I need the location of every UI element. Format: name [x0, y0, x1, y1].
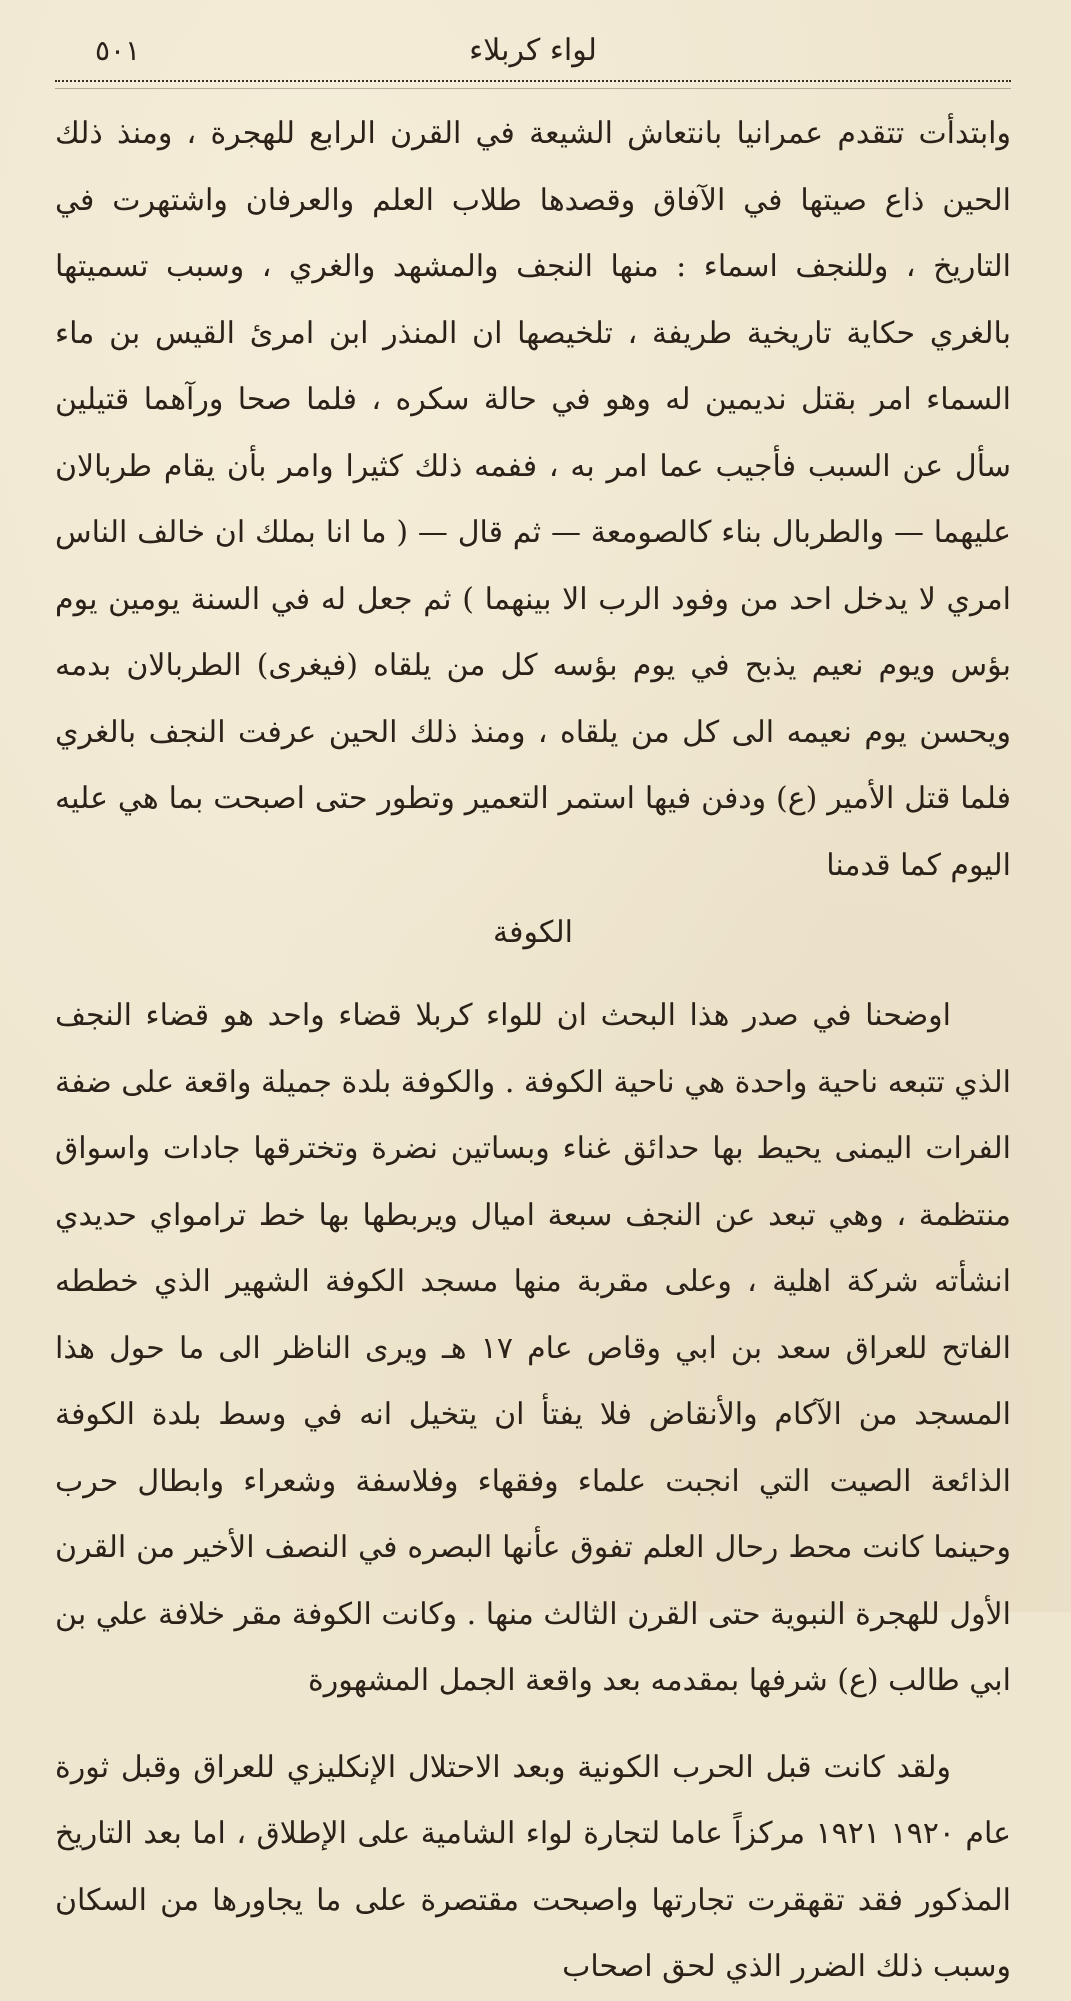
paragraph-kufa-description: اوضحنا في صدر هذا البحث ان للواء كربلا قضاء واحد هو قضاء النجف الذي تتبعه ناحية واحدة هي ناحية الكوفة . والكوفة بلدة جميلة واقعة على ضفة الفرات اليمنى يحيط بها حدائق غناء وبساتين نضرة وتخترقها جادات واسواق منتظمة ، وهي تبعد عن النجف سبعة اميال ويربطها بها خط ترامواي حديدي انشأته شركة اهلية ، وعلى مقربة منها مسجد الكوفة الشهير الذي خططه الفاتح للعراق سعد بن ابي وقاص عام ١٧ هـ ويرى الناظر الى ما حول هذا المسجد من الآكام والأنقاض فلا يفتأ ان يتخيل انه في وسط بلدة الكوفة الذائعة الصيت التي انجبت علماء وفقهاء وفلاسفة وشعراء وابطال حرب وحينما كانت محط رحال العلم تفوق عأنها البصره في النصف الأخير من القرن الأول للهجرة النبوية حتى القرن الثالث منها . وكانت الكوفة مقر خلافة علي بن ابي طالب (ع) شرفها بمقدمه بعد واقعة الجمل المشهورة	[55, 998, 1011, 1698]
page-body	[55, 101, 1011, 2001]
section-heading-kufa: الكوفة	[493, 915, 573, 950]
page-number: ٥٠١	[95, 34, 141, 67]
header-divider	[55, 80, 1011, 89]
running-title: لواء كربلاء	[469, 33, 597, 68]
paragraph-spacer	[55, 1715, 1011, 1735]
page-header	[55, 28, 1011, 72]
paragraph-najaf: وابتدأت تتقدم عمرانيا بانتعاش الشيعة في القرن الرابع للهجرة ، ومنذ ذلك الحين ذاع صيتها في الآفاق وقصدها طلاب العلم والعرفان واشتهرت في التاريخ ، وللنجف اسماء : منها النجف والمشهد والغري ، وسبب تسميتها بالغري حكاية تاريخية طريفة ، تلخيصها ان المنذر ابن امرئ القيس بن ماء السماء امر بقتل نديمين له وهو في حالة سكره ، فلما صحا ورآهما قتيلين سأل عن السبب فأجيب عما امر به ، ففمه ذلك كثيرا وامر بأن يقام طربالان عليهما — والطربال بناء كالصومعة — ثم قال — ( ما انا بملك ان خالف الناس امري لا يدخل احد من وفود الرب الا بينهما ) ثم جعل له في السنة يومين يوم بؤس ويوم نعيم يذبح في يوم بؤسه كل من يلقاه (فيغرى) الطربالان بدمه ويحسن يوم نعيمه الى كل من يلقاه ، ومنذ ذلك الحين عرفت النجف بالغري فلما قتل الأمير (ع) ودفن فيها استمر التعمير وتطور حتى اصبحت بما هي عليه اليوم كما قدمنا	[55, 116, 1011, 883]
paragraph-kufa-trade: ولقد كانت قبل الحرب الكونية وبعد الاحتلال الإنكليزي للعراق وقبل ثورة عام ١٩٢٠ ١٩٢١ مركزاً عاما لتجارة لواء الشامية على الإطلاق ، اما بعد التاريخ المذكور فقد تقهقرت تجارتها واصبحت مقتصرة على ما يجاورها من السكان وسبب ذلك الضرر الذي لحق اصحاب	[55, 1749, 1011, 1984]
